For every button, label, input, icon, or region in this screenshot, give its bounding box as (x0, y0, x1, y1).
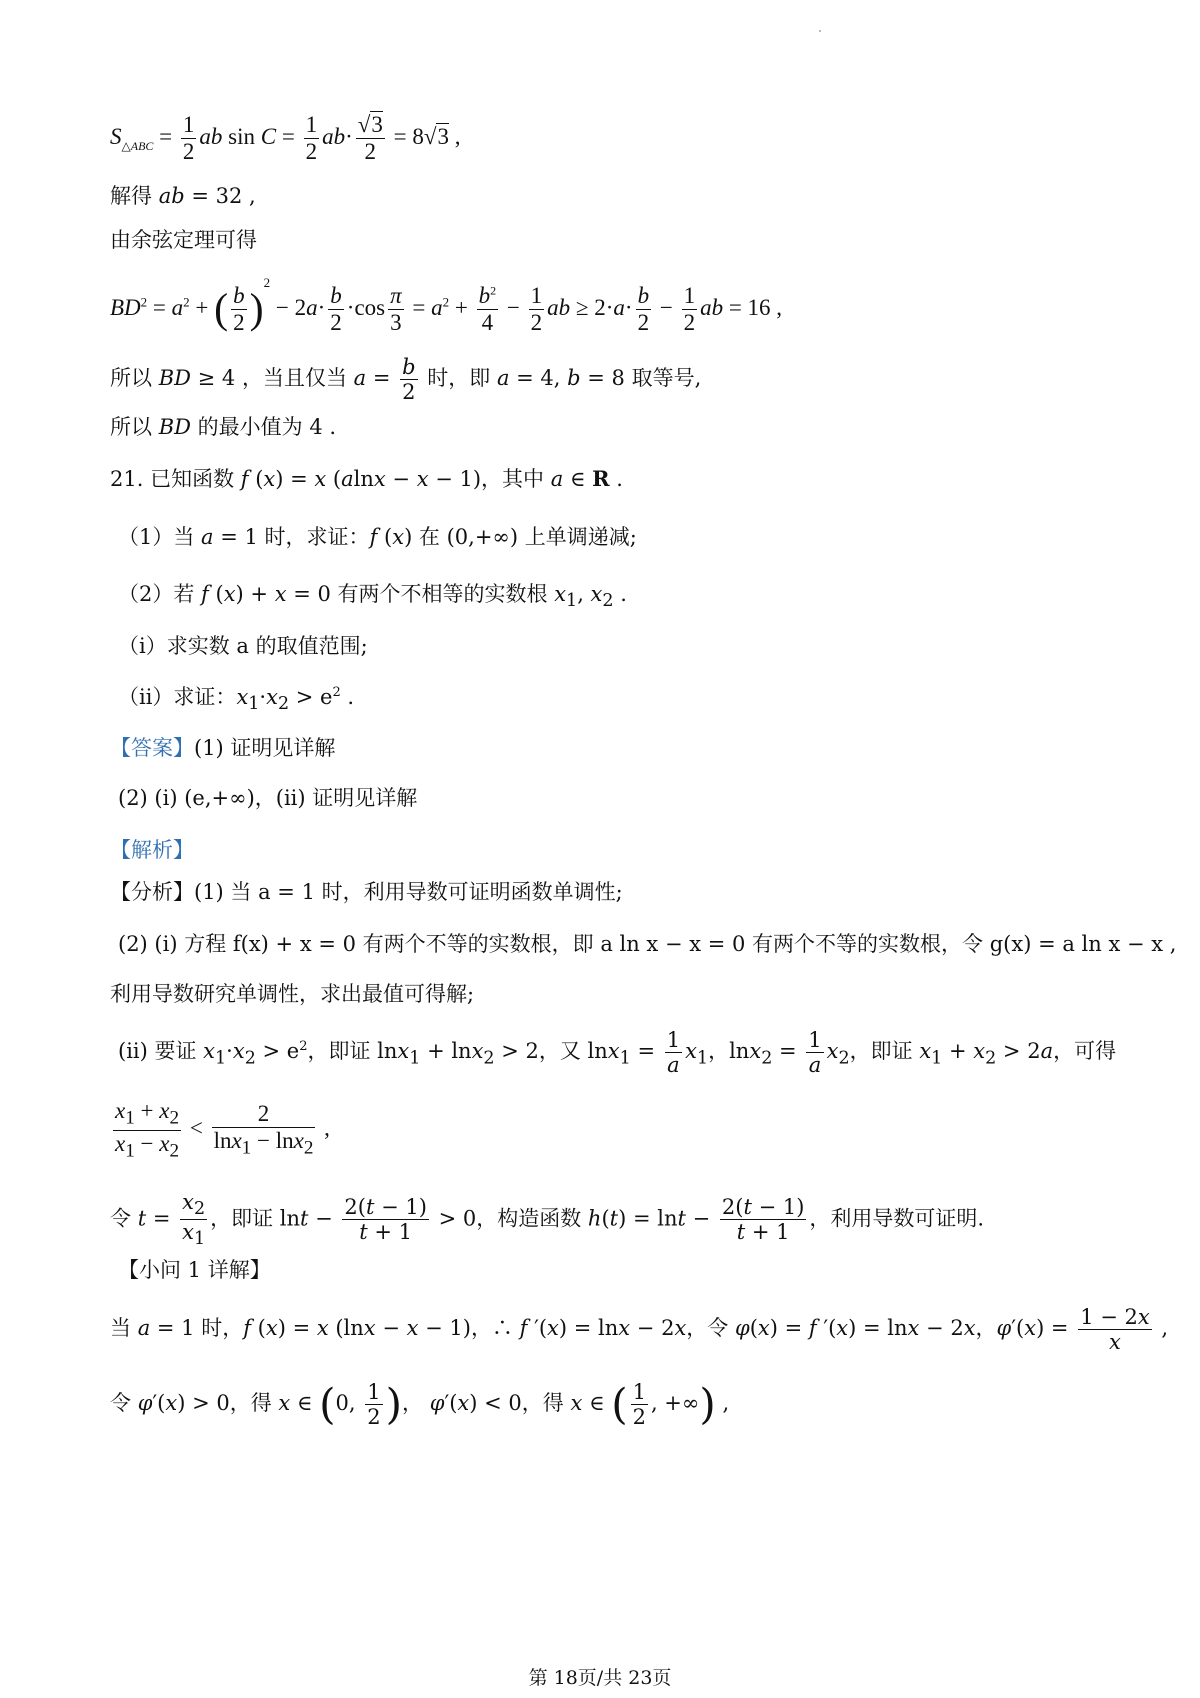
fenxi-1: (1) 当 a = 1 时，利用导数可证明函数单调性; (194, 880, 623, 904)
analysis-label: 【解析】 (110, 838, 194, 862)
cosine-law-text: 由余弦定理可得 (110, 228, 257, 252)
question-21-part2-i: （ⅰ）求实数 a 的取值范围; (118, 634, 368, 658)
question-21: 21. 已知函数 f (x) = x (alnx − x − 1)，其中 a ∈ R . (110, 466, 623, 491)
answer-line-1 (110, 738, 335, 759)
page-footer: 第 18页/共 23页 (528, 1667, 672, 1689)
question-21-part2: （2）若 f (x) + x = 0 有两个不相等的实数根 $x_1$, $x_2$ . (118, 582, 627, 612)
answer-1: (1) 证明见详解 (194, 736, 336, 760)
fenxi-3: 利用导数研究单调性，求出最值可得解; (110, 982, 475, 1006)
scan-dot (819, 30, 821, 32)
fenxi-label: 【分析】 (110, 880, 194, 904)
question-21-part1: （1）当 a = 1 时，求证：f (x) 在 (0,+∞) 上单调递减; (118, 525, 637, 549)
bd-min: 所以 BD 的最小值为 4 . (110, 415, 337, 439)
solve-ab: 解得 ab = 32 , (110, 184, 256, 208)
answer-2: (2) (i) (e,+∞)，(ii) 证明见详解 (118, 786, 418, 810)
ratio-inequality: $\frac{x_1 + x_2}{x_1 - x_2}$ < $\frac{2}{\ln x_1 - \ln x_2}$ , (115, 1098, 330, 1162)
answer-label: 【答案】 (110, 736, 194, 760)
area-formula: $S_{\triangle ABC}$ = $\frac{1}{2}$ ab sin C = $\frac{1}{2}$ ab· $\frac{√3}{2}$ = 8√3 , (110, 112, 461, 165)
fenxi-line-1 (110, 882, 623, 903)
detail-1-label: 【小问 1 详解】 (118, 1258, 271, 1282)
fenxi-5: 令 t = $\frac{x_2}{x_1}$ ，即证 lnt − $\frac{2(t - 1)}{t + 1}$ > 0，构造函数 h(t) = lnt − $\frac{2(t - 1)}{t + 1}$ ，利用导数可证明. (110, 1190, 985, 1250)
bd-expression: $BD^2 = a^2$ + ( $\frac{b}{2}$ )$^2$ − 2a· $\frac{b}{2}$ ·cos $\frac{\pi}{3}$ = $a^2$ + $\frac{b^2}{4}$ − $\frac{1}{2}$ ab ≥ 2·a· $\frac{b}{2}$ − $\frac{1}{2}$ ab = 16 , (110, 275, 783, 336)
detail-1-a: 当 a = 1 时，f (x) = x (lnx − x − 1)，∴ f ′(x) = lnx − 2x，令 φ(x) = f ′(x) = lnx − 2x，φ′(x) = $\frac{1 - 2x}{x}$ , (110, 1305, 1169, 1355)
bd-ge-4: 所以 BD ≥ 4 ，当且仅当 a = $\frac{b}{2}$ 时，即 a = 4, b = 8 取等号, (110, 355, 702, 405)
detail-1-b: 令 φ′(x) > 0，得 x ∈ (0, $\frac{1}{2}$ )， φ′(x) < 0，得 x ∈ ( $\frac{1}{2}$ , +∞) , (110, 1379, 730, 1430)
fenxi-4: (ii) 要证 $x_1\cdot x_2 > e^2$，即证 lnx$_1$ + lnx$_2$ > 2，又 lnx$_1$ = $\frac{1}{a}$ $x_1$，lnx$_2$ = $\frac{1}{a}$ $x_2$，即证 $x_1 + x_2 > 2a$，可得 (118, 1028, 1117, 1078)
question-21-part2-ii: （ⅱ）求证：$x_1\cdot x_2 > e^2$ . (118, 685, 355, 715)
fenxi-2: (2) (i) 方程 f(x) + x = 0 有两个不等的实数根，即 a ln x − x = 0 有两个不等的实数根，令 g(x) = a ln x − x , (118, 932, 1177, 956)
